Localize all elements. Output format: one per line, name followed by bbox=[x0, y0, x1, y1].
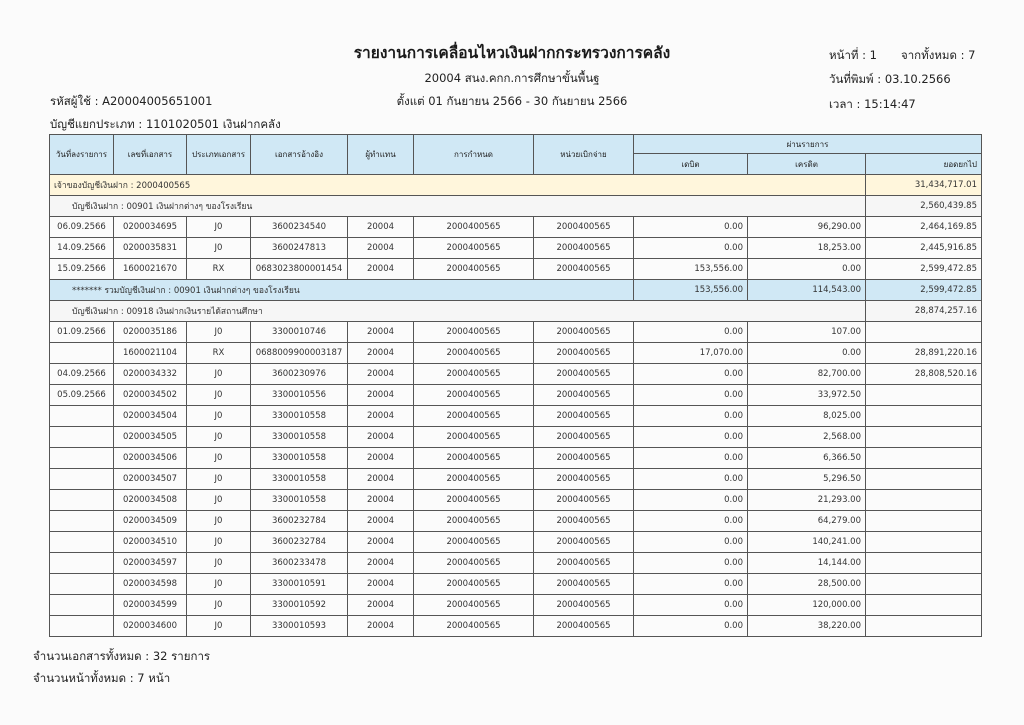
table-row bbox=[50, 616, 982, 637]
subgroup-label: บัญชีเงินฝาก : 00901 เงินฝากต่างๆ ของโรงเรียน bbox=[50, 196, 866, 217]
cell-reference: 3600247813 bbox=[251, 238, 348, 259]
col-credit: เครดิต bbox=[748, 154, 866, 175]
table-row bbox=[50, 217, 982, 238]
cell-carry bbox=[866, 574, 982, 595]
cell-debit: 0.00 bbox=[634, 427, 748, 448]
cell-credit: 64,279.00 bbox=[748, 511, 866, 532]
cell-assignment: 2000400565 bbox=[414, 322, 534, 343]
cell-reference: 3300010593 bbox=[251, 616, 348, 637]
cell-agent: 20004 bbox=[348, 511, 414, 532]
cell-assignment: 2000400565 bbox=[414, 595, 534, 616]
subgroup-row bbox=[50, 196, 982, 217]
cell-assignment: 2000400565 bbox=[414, 511, 534, 532]
owner-group-label: เจ้าของบัญชีเงินฝาก : 2000400565 bbox=[50, 175, 866, 196]
cell-reference: 3600234540 bbox=[251, 217, 348, 238]
cell-doc-type: J0 bbox=[187, 490, 251, 511]
cell-carry: 28,808,520.16 bbox=[866, 364, 982, 385]
cell-carry bbox=[866, 616, 982, 637]
cell-date bbox=[50, 511, 114, 532]
owner-group-balance: 31,434,717.01 bbox=[866, 175, 982, 196]
cell-credit: 120,000.00 bbox=[748, 595, 866, 616]
cell-carry: 2,464,169.85 bbox=[866, 217, 982, 238]
cell-credit: 38,220.00 bbox=[748, 616, 866, 637]
cell-debit: 0.00 bbox=[634, 595, 748, 616]
subgroup-total-label: ******* รวมบัญชีเงินฝาก : 00901 เงินฝากต่างๆ ของโรงเรียน bbox=[50, 280, 634, 301]
owner-group-row bbox=[50, 175, 982, 196]
cell-doc-no: 0200034600 bbox=[114, 616, 187, 637]
cell-doc-type: J0 bbox=[187, 448, 251, 469]
cell-debit: 0.00 bbox=[634, 406, 748, 427]
cell-debit: 0.00 bbox=[634, 490, 748, 511]
col-unit: หน่วยเบิกจ่าย bbox=[534, 135, 634, 175]
cell-doc-no: 0200035186 bbox=[114, 322, 187, 343]
cell-doc-type: RX bbox=[187, 259, 251, 280]
cell-date: 01.09.2566 bbox=[50, 322, 114, 343]
cell-agent: 20004 bbox=[348, 469, 414, 490]
cell-debit: 0.00 bbox=[634, 217, 748, 238]
cell-date: 05.09.2566 bbox=[50, 385, 114, 406]
cell-doc-no: 0200034695 bbox=[114, 217, 187, 238]
cell-date bbox=[50, 406, 114, 427]
cell-agent: 20004 bbox=[348, 322, 414, 343]
cell-date: 14.09.2566 bbox=[50, 238, 114, 259]
cell-doc-type: J0 bbox=[187, 217, 251, 238]
cell-doc-type: J0 bbox=[187, 427, 251, 448]
cell-reference: 3600232784 bbox=[251, 511, 348, 532]
cell-unit: 2000400565 bbox=[534, 238, 634, 259]
cell-date bbox=[50, 595, 114, 616]
cell-date: 06.09.2566 bbox=[50, 217, 114, 238]
subgroup-total-carry: 2,599,472.85 bbox=[866, 280, 982, 301]
cell-credit: 14,144.00 bbox=[748, 553, 866, 574]
cell-doc-no: 0200034599 bbox=[114, 595, 187, 616]
cell-doc-type: J0 bbox=[187, 532, 251, 553]
col-carry: ยอดยกไป bbox=[866, 154, 982, 175]
col-agent: ผู้ทำแทน bbox=[348, 135, 414, 175]
cell-agent: 20004 bbox=[348, 217, 414, 238]
table-row bbox=[50, 238, 982, 259]
cell-doc-no: 0200034506 bbox=[114, 448, 187, 469]
cell-debit: 153,556.00 bbox=[634, 259, 748, 280]
cell-agent: 20004 bbox=[348, 532, 414, 553]
col-reference: เอกสารอ้างอิง bbox=[251, 135, 348, 175]
table-row bbox=[50, 469, 982, 490]
cell-carry: 2,445,916.85 bbox=[866, 238, 982, 259]
cell-reference: 3600233478 bbox=[251, 553, 348, 574]
cell-debit: 0.00 bbox=[634, 574, 748, 595]
cell-reference: 0683023800001454 bbox=[251, 259, 348, 280]
cell-reference: 0688009900003187 bbox=[251, 343, 348, 364]
cell-carry bbox=[866, 406, 982, 427]
cell-unit: 2000400565 bbox=[534, 511, 634, 532]
table-body bbox=[50, 175, 982, 637]
table-row bbox=[50, 553, 982, 574]
cell-agent: 20004 bbox=[348, 385, 414, 406]
cell-unit: 2000400565 bbox=[534, 364, 634, 385]
period-line: ตั้งแต่ 01 กันยายน 2566 - 30 กันยายน 2566 bbox=[396, 94, 628, 108]
cell-doc-type: J0 bbox=[187, 616, 251, 637]
cell-debit: 17,070.00 bbox=[634, 343, 748, 364]
subgroup-balance: 28,874,257.16 bbox=[866, 301, 982, 322]
cell-doc-type: J0 bbox=[187, 469, 251, 490]
cell-date bbox=[50, 616, 114, 637]
cell-assignment: 2000400565 bbox=[414, 406, 534, 427]
table-row bbox=[50, 511, 982, 532]
cell-carry bbox=[866, 448, 982, 469]
cell-doc-no: 0200034510 bbox=[114, 532, 187, 553]
table-row bbox=[50, 322, 982, 343]
cell-assignment: 2000400565 bbox=[414, 238, 534, 259]
page-number: หน้าที่ : 1 bbox=[829, 48, 877, 62]
cell-carry bbox=[866, 322, 982, 343]
cell-reference: 3300010556 bbox=[251, 385, 348, 406]
cell-debit: 0.00 bbox=[634, 616, 748, 637]
cell-credit: 0.00 bbox=[748, 259, 866, 280]
cell-credit: 0.00 bbox=[748, 343, 866, 364]
cell-credit: 28,500.00 bbox=[748, 574, 866, 595]
subgroup-label: บัญชีเงินฝาก : 00918 เงินฝากเงินรายได้สถานศึกษา bbox=[50, 301, 866, 322]
page-total: จากทั้งหมด : 7 bbox=[900, 48, 976, 62]
cell-assignment: 2000400565 bbox=[414, 532, 534, 553]
cell-doc-type: J0 bbox=[187, 511, 251, 532]
cell-carry bbox=[866, 469, 982, 490]
cell-unit: 2000400565 bbox=[534, 322, 634, 343]
cell-date bbox=[50, 574, 114, 595]
cell-date bbox=[50, 427, 114, 448]
cell-doc-type: J0 bbox=[187, 406, 251, 427]
cell-date: 04.09.2566 bbox=[50, 364, 114, 385]
table-row bbox=[50, 448, 982, 469]
cell-doc-no: 1600021670 bbox=[114, 259, 187, 280]
subgroup-row bbox=[50, 301, 982, 322]
cell-doc-no: 1600021104 bbox=[114, 343, 187, 364]
cell-assignment: 2000400565 bbox=[414, 217, 534, 238]
cell-reference: 3300010558 bbox=[251, 469, 348, 490]
cell-assignment: 2000400565 bbox=[414, 553, 534, 574]
cell-carry bbox=[866, 511, 982, 532]
cell-unit: 2000400565 bbox=[534, 490, 634, 511]
cell-assignment: 2000400565 bbox=[414, 259, 534, 280]
cell-doc-type: J0 bbox=[187, 238, 251, 259]
cell-assignment: 2000400565 bbox=[414, 616, 534, 637]
cell-reference: 3300010558 bbox=[251, 427, 348, 448]
user-code: รหัสผู้ใช้ : A20004005651001 bbox=[50, 94, 213, 108]
cell-unit: 2000400565 bbox=[534, 385, 634, 406]
document-count: จำนวนเอกสารทั้งหมด : 32 รายการ bbox=[33, 649, 211, 663]
col-assignment: การกำหนด bbox=[414, 135, 534, 175]
table-row bbox=[50, 406, 982, 427]
cell-doc-no: 0200034505 bbox=[114, 427, 187, 448]
cell-debit: 0.00 bbox=[634, 532, 748, 553]
cell-doc-type: RX bbox=[187, 343, 251, 364]
cell-reference: 3300010591 bbox=[251, 574, 348, 595]
cell-date: 15.09.2566 bbox=[50, 259, 114, 280]
cell-doc-type: J0 bbox=[187, 322, 251, 343]
cell-unit: 2000400565 bbox=[534, 595, 634, 616]
cell-carry bbox=[866, 490, 982, 511]
cell-doc-no: 0200034507 bbox=[114, 469, 187, 490]
cell-date bbox=[50, 490, 114, 511]
table-row bbox=[50, 532, 982, 553]
cell-credit: 6,366.50 bbox=[748, 448, 866, 469]
cell-carry bbox=[866, 532, 982, 553]
table-row bbox=[50, 427, 982, 448]
cell-unit: 2000400565 bbox=[534, 343, 634, 364]
cell-assignment: 2000400565 bbox=[414, 364, 534, 385]
table-row bbox=[50, 595, 982, 616]
cell-agent: 20004 bbox=[348, 406, 414, 427]
cell-carry bbox=[866, 553, 982, 574]
cell-unit: 2000400565 bbox=[534, 532, 634, 553]
cell-date bbox=[50, 553, 114, 574]
col-doc-no: เลขที่เอกสาร bbox=[114, 135, 187, 175]
cell-reference: 3300010558 bbox=[251, 490, 348, 511]
cell-carry: 28,891,220.16 bbox=[866, 343, 982, 364]
col-transactions: ผ่านรายการ bbox=[634, 135, 982, 154]
cell-assignment: 2000400565 bbox=[414, 574, 534, 595]
cell-reference: 3300010746 bbox=[251, 322, 348, 343]
print-time: เวลา : 15:14:47 bbox=[829, 97, 916, 111]
cell-debit: 0.00 bbox=[634, 553, 748, 574]
cell-carry bbox=[866, 427, 982, 448]
cell-unit: 2000400565 bbox=[534, 259, 634, 280]
cell-credit: 2,568.00 bbox=[748, 427, 866, 448]
cell-credit: 8,025.00 bbox=[748, 406, 866, 427]
table-row bbox=[50, 364, 982, 385]
cell-agent: 20004 bbox=[348, 259, 414, 280]
cell-doc-no: 0200034504 bbox=[114, 406, 187, 427]
cell-doc-type: J0 bbox=[187, 385, 251, 406]
cell-debit: 0.00 bbox=[634, 385, 748, 406]
cell-assignment: 2000400565 bbox=[414, 448, 534, 469]
cell-credit: 18,253.00 bbox=[748, 238, 866, 259]
table-row bbox=[50, 574, 982, 595]
cell-debit: 0.00 bbox=[634, 322, 748, 343]
cell-doc-no: 0200034502 bbox=[114, 385, 187, 406]
cell-reference: 3600230976 bbox=[251, 364, 348, 385]
cell-doc-type: J0 bbox=[187, 553, 251, 574]
cell-reference: 3600232784 bbox=[251, 532, 348, 553]
cell-doc-no: 0200034509 bbox=[114, 511, 187, 532]
cell-agent: 20004 bbox=[348, 553, 414, 574]
cell-unit: 2000400565 bbox=[534, 469, 634, 490]
cell-debit: 0.00 bbox=[634, 448, 748, 469]
col-date: วันที่ลงรายการ bbox=[50, 135, 114, 175]
cell-agent: 20004 bbox=[348, 343, 414, 364]
cell-debit: 0.00 bbox=[634, 364, 748, 385]
cell-assignment: 2000400565 bbox=[414, 427, 534, 448]
cell-agent: 20004 bbox=[348, 448, 414, 469]
cell-reference: 3300010558 bbox=[251, 448, 348, 469]
ledger-account: บัญชีแยกประเภท : 1101020501 เงินฝากคลัง bbox=[50, 117, 281, 131]
cell-assignment: 2000400565 bbox=[414, 343, 534, 364]
cell-date bbox=[50, 448, 114, 469]
cell-debit: 0.00 bbox=[634, 469, 748, 490]
cell-carry bbox=[866, 595, 982, 616]
cell-date bbox=[50, 532, 114, 553]
subgroup-balance: 2,560,439.85 bbox=[866, 196, 982, 217]
print-date: วันที่พิมพ์ : 03.10.2566 bbox=[829, 72, 951, 86]
subgroup-total-debit: 153,556.00 bbox=[634, 280, 748, 301]
page-count: จำนวนหน้าทั้งหมด : 7 หน้า bbox=[33, 671, 171, 685]
cell-doc-type: J0 bbox=[187, 595, 251, 616]
cell-carry: 2,599,472.85 bbox=[866, 259, 982, 280]
cell-agent: 20004 bbox=[348, 490, 414, 511]
cell-agent: 20004 bbox=[348, 616, 414, 637]
cell-unit: 2000400565 bbox=[534, 616, 634, 637]
cell-credit: 33,972.50 bbox=[748, 385, 866, 406]
cell-credit: 107.00 bbox=[748, 322, 866, 343]
cell-unit: 2000400565 bbox=[534, 448, 634, 469]
cell-agent: 20004 bbox=[348, 427, 414, 448]
cell-doc-type: J0 bbox=[187, 364, 251, 385]
report-title: รายงานการเคลื่อนไหวเงินฝากกระทรวงการคลัง bbox=[353, 44, 671, 62]
cell-credit: 5,296.50 bbox=[748, 469, 866, 490]
cell-doc-no: 0200034332 bbox=[114, 364, 187, 385]
movement-table bbox=[49, 134, 982, 637]
table-row bbox=[50, 385, 982, 406]
cell-doc-no: 0200035831 bbox=[114, 238, 187, 259]
page-indicator bbox=[829, 47, 975, 65]
cell-date bbox=[50, 469, 114, 490]
subgroup-total-row bbox=[50, 280, 982, 301]
cell-assignment: 2000400565 bbox=[414, 490, 534, 511]
cell-agent: 20004 bbox=[348, 238, 414, 259]
col-debit: เดบิต bbox=[634, 154, 748, 175]
cell-credit: 140,241.00 bbox=[748, 532, 866, 553]
cell-doc-no: 0200034597 bbox=[114, 553, 187, 574]
cell-agent: 20004 bbox=[348, 574, 414, 595]
cell-debit: 0.00 bbox=[634, 511, 748, 532]
col-doc-type: ประเภทเอกสาร bbox=[187, 135, 251, 175]
agency-line: 20004 สนง.คกก.การศึกษาขั้นพื้นฐ bbox=[424, 71, 600, 85]
cell-agent: 20004 bbox=[348, 595, 414, 616]
cell-doc-no: 0200034508 bbox=[114, 490, 187, 511]
table-row bbox=[50, 490, 982, 511]
subgroup-total-credit: 114,543.00 bbox=[748, 280, 866, 301]
cell-debit: 0.00 bbox=[634, 238, 748, 259]
cell-date bbox=[50, 343, 114, 364]
cell-unit: 2000400565 bbox=[534, 553, 634, 574]
cell-carry bbox=[866, 385, 982, 406]
cell-credit: 82,700.00 bbox=[748, 364, 866, 385]
cell-reference: 3300010592 bbox=[251, 595, 348, 616]
cell-credit: 96,290.00 bbox=[748, 217, 866, 238]
table-row bbox=[50, 343, 982, 364]
cell-credit: 21,293.00 bbox=[748, 490, 866, 511]
cell-assignment: 2000400565 bbox=[414, 385, 534, 406]
cell-doc-type: J0 bbox=[187, 574, 251, 595]
table-row bbox=[50, 259, 982, 280]
cell-unit: 2000400565 bbox=[534, 427, 634, 448]
cell-reference: 3300010558 bbox=[251, 406, 348, 427]
table-header bbox=[50, 135, 982, 175]
cell-unit: 2000400565 bbox=[534, 406, 634, 427]
cell-doc-no: 0200034598 bbox=[114, 574, 187, 595]
cell-unit: 2000400565 bbox=[534, 574, 634, 595]
cell-agent: 20004 bbox=[348, 364, 414, 385]
cell-unit: 2000400565 bbox=[534, 217, 634, 238]
cell-assignment: 2000400565 bbox=[414, 469, 534, 490]
